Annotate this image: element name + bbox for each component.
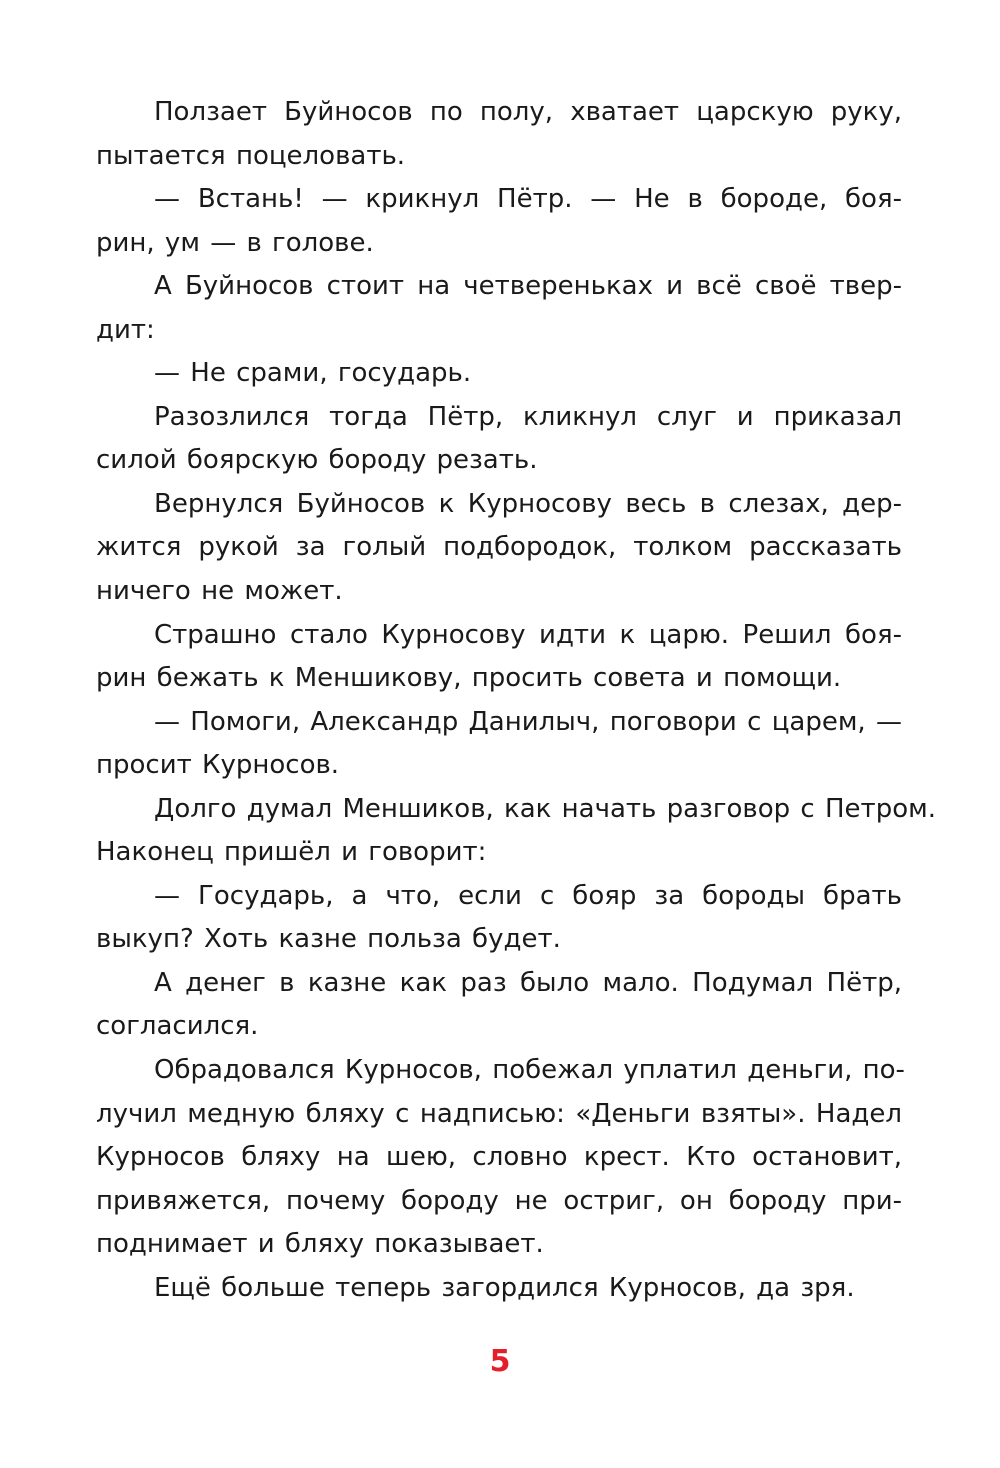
text-line-28: Ещё больше теперь загордился Курносов, да зря. [154, 1272, 855, 1303]
text-line-15: — Помоги, Александр Данилыч, поговори с царем, — [154, 706, 902, 737]
text-line-12: ничего не может. [96, 576, 343, 607]
text-line-7: — Не срами, государь. [154, 358, 472, 389]
text-line-9: силой боярскую бороду резать. [96, 445, 538, 476]
text-line-20: выкуп? Хоть казне польза будет. [96, 924, 561, 955]
text-line-4: рин, ум — в голове. [96, 227, 374, 258]
text-line-18: Наконец пришёл и говорит: [96, 837, 487, 868]
text-line-27: поднимает и бляху показывает. [96, 1229, 544, 1260]
text-line-2: пытается поцеловать. [96, 140, 406, 171]
story-text [96, 91, 936, 1310]
text-line-19: — Государь, а что, если с бояр за бороды брать [154, 880, 902, 911]
text-line-25: Курносов бляху на шею, словно крест. Кто остановит, [96, 1142, 902, 1173]
text-line-22: согласился. [96, 1011, 259, 1042]
text-line-26: привяжется, почему бороду не остриг, он бороду при- [96, 1185, 902, 1216]
text-line-3: — Встань! — крикнул Пётр. — Не в бороде, боя- [154, 184, 902, 215]
text-line-24: лучил медную бляху с надписью: «Деньги взяты». Надел [96, 1098, 902, 1129]
text-line-14: рин бежать к Меншикову, просить совета и помощи. [96, 663, 842, 694]
text-line-1: Ползает Буйносов по полу, хватает царскую руку, [154, 97, 902, 127]
text-line-11: жится рукой за голый подбородок, толком рассказать [96, 532, 902, 563]
text-line-6: дит: [96, 314, 155, 345]
text-line-17: Долго думал Меншиков, как начать разговор с Петром. [154, 793, 936, 824]
text-line-23: Обрадовался Курносов, побежал уплатил деньги, по- [154, 1055, 905, 1086]
text-line-13: Страшно стало Курносову идти к царю. Решил боя- [154, 619, 902, 650]
text-line-8: Разозлился тогда Пётр, кликнул слуг и приказал [154, 401, 902, 432]
page-number: 5 [489, 1344, 511, 1379]
text-line-10: Вернулся Буйносов к Курносову весь в слезах, дер- [154, 488, 902, 519]
text-line-16: просит Курносов. [96, 750, 340, 781]
text-line-21: А денег в казне как раз было мало. Подумал Пётр, [154, 967, 902, 998]
text-line-5: А Буйносов стоит на четвереньках и всё своё твер- [154, 271, 902, 302]
